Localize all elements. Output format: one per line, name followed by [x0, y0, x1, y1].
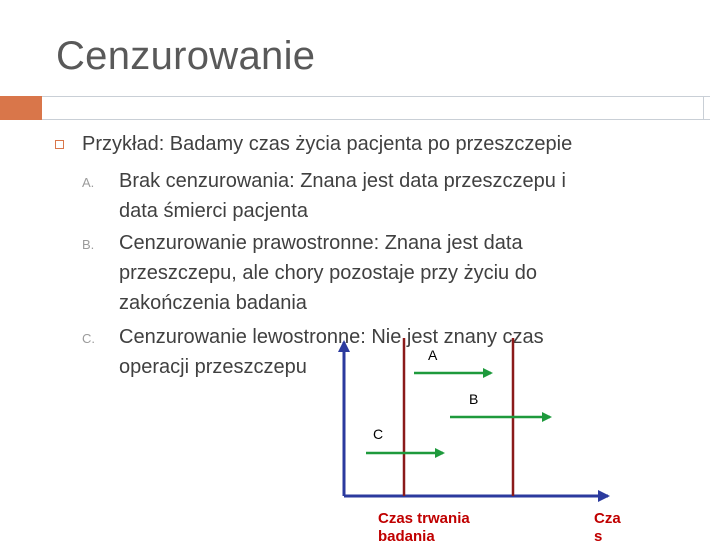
list-item-line: zakończenia badania	[119, 292, 307, 314]
x-axis-label-line: s	[594, 528, 603, 545]
x-axis-label-study-duration	[378, 510, 470, 546]
list-letter: C.	[82, 331, 95, 346]
diagram-label-b: B	[469, 391, 479, 407]
intro-text: Przykład: Badamy czas życia pacjenta po przeszczepie	[82, 133, 573, 155]
list-letter: B.	[82, 237, 95, 252]
list-item-line: Brak cenzurowania: Znana jest data przeszczepu i	[119, 170, 566, 192]
list-item-line: Cenzurowanie prawostronne: Znana jest data	[119, 232, 523, 254]
list-letter: A.	[82, 175, 95, 190]
list-item-line: operacji przeszczepu	[119, 356, 307, 378]
list-item-line: przeszczepu, ale chory pozostaje przy życiu do	[119, 262, 537, 284]
diagram-label-c: C	[373, 426, 384, 442]
x-axis-label-time	[594, 510, 621, 546]
x-axis-label-line: Czas trwania	[378, 510, 470, 527]
slide-title: Cenzurowanie	[56, 34, 316, 78]
x-axis-label-line: badania	[378, 528, 435, 545]
x-axis-label-line: Cza	[594, 510, 621, 527]
list-item-line: data śmierci pacjenta	[119, 200, 308, 222]
list-item-line: Cenzurowanie lewostronne: Nie jest znany czas	[119, 326, 544, 348]
diagram-label-a: A	[428, 347, 438, 363]
